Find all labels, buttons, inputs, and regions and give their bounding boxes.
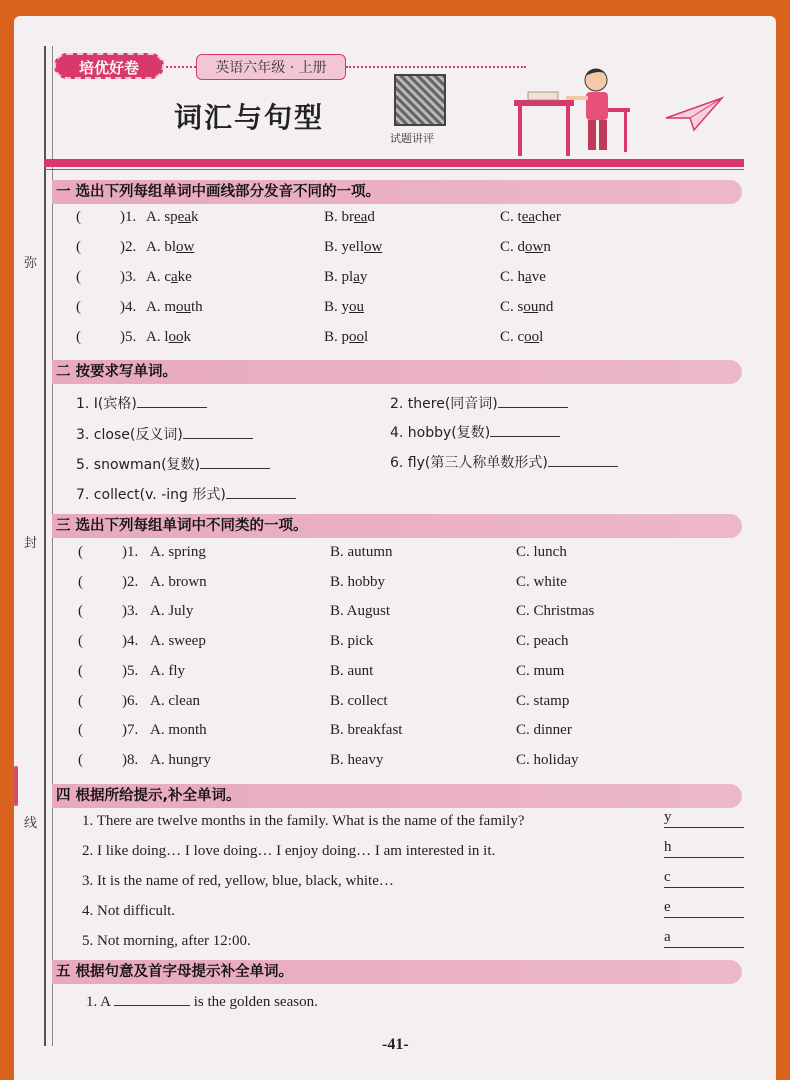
question-number: )2.: [120, 239, 137, 255]
option-b: B. aunt: [330, 662, 374, 679]
section-1-title: 一 选出下列每组单词中画线部分发音不同的一项。: [52, 180, 742, 204]
page-number: -41-: [382, 1036, 409, 1053]
question-number: )6.: [122, 692, 139, 709]
sec2-item-5: 5. snowman(复数): [76, 454, 270, 474]
option-c: C. have: [500, 269, 546, 285]
sec4-item: 2. I like doing… I love doing… I enjoy doing… I am interested in it.: [82, 843, 496, 859]
option-a: A. month: [150, 722, 207, 739]
answer-blank[interactable]: [200, 455, 270, 469]
option-c: C. white: [516, 573, 567, 590]
question-number: )4.: [122, 633, 139, 650]
sec4-item: 1. There are twelve months in the family. What is the name of the family?: [82, 813, 525, 829]
sec2-item-2: 2. there(同音词): [390, 393, 568, 413]
option-b: B. bread: [324, 209, 375, 225]
answer-blank[interactable]: [137, 394, 207, 408]
sec2-item-4: 4. hobby(复数): [390, 422, 560, 442]
answer-paren[interactable]: (: [76, 329, 81, 345]
option-a: A. sweep: [150, 633, 206, 650]
header-rule-thin: [44, 169, 744, 170]
answer-blank[interactable]: [226, 485, 296, 499]
student-reading-illustration: [504, 58, 644, 158]
initial-letter: h: [664, 839, 672, 855]
seal-mark-1: 弥: [24, 252, 37, 271]
option-c: C. lunch: [516, 544, 567, 560]
answer-paren[interactable]: (: [78, 722, 83, 739]
option-a: A. July: [150, 603, 194, 620]
initial-letter: y: [664, 809, 672, 825]
option-b: B. August: [330, 603, 391, 620]
option-c: C. teacher: [500, 209, 561, 225]
answer-paren[interactable]: (: [78, 633, 83, 650]
answer-paren[interactable]: (: [78, 692, 83, 709]
section-4-title: 四 根据所给提示,补全单词。: [52, 784, 742, 808]
option-b: B. you: [324, 299, 365, 315]
answer-blank[interactable]: [664, 857, 744, 858]
option-a: A. fly: [150, 662, 185, 679]
option-a: A. mouth: [146, 299, 203, 315]
side-accent: [14, 766, 18, 806]
answer-paren[interactable]: (: [76, 299, 81, 315]
sec5-item-1: 1. A is the golden season.: [86, 994, 318, 1010]
answer-blank[interactable]: [498, 394, 568, 408]
initial-letter: c: [664, 869, 671, 885]
section-5-title: 五 根据句意及首字母提示补全单词。: [52, 960, 742, 984]
dotted-divider: [166, 66, 196, 68]
question-number: )5.: [120, 329, 137, 345]
option-c: C. mum: [516, 662, 565, 679]
option-c: C. holiday: [516, 751, 579, 768]
answer-blank[interactable]: [548, 453, 618, 467]
answer-blank[interactable]: [490, 423, 560, 437]
option-b: B. pool: [324, 329, 369, 345]
qr-code-icon[interactable]: [394, 74, 446, 126]
option-c: C. dinner: [516, 722, 572, 739]
page-title: 词汇与句型: [174, 101, 325, 134]
answer-paren[interactable]: (: [76, 239, 81, 255]
question-number: )8.: [122, 751, 139, 768]
question-number: )2.: [122, 573, 139, 590]
option-b: B. breakfast: [330, 722, 403, 739]
option-b: B. heavy: [330, 751, 384, 768]
question-number: )3.: [120, 269, 137, 285]
question-number: )5.: [122, 662, 139, 679]
seal-mark-3: 线: [24, 812, 37, 831]
option-a: A. spring: [150, 544, 206, 560]
option-a: A. brown: [150, 573, 207, 590]
question-number: )7.: [122, 722, 139, 739]
option-a: A. hungry: [150, 751, 211, 768]
section-2-title: 二 按要求写单词。: [52, 360, 742, 384]
option-c: C. sound: [500, 299, 554, 315]
option-b: B. collect: [330, 692, 388, 709]
header-rule: [44, 159, 744, 167]
option-c: C. cool: [500, 329, 544, 345]
answer-paren[interactable]: (: [78, 544, 83, 560]
binding-line: [44, 46, 46, 1046]
option-a: A. cake: [146, 269, 192, 285]
question-number: )1.: [122, 544, 139, 560]
answer-paren[interactable]: (: [76, 269, 81, 285]
sec2-item-6: 6. fly(第三人称单数形式): [390, 452, 618, 472]
option-a: A. look: [146, 329, 191, 345]
sec4-item: 5. Not morning, after 12:00.: [82, 933, 251, 949]
option-c: C. peach: [516, 633, 569, 650]
option-b: B. pick: [330, 633, 374, 650]
answer-paren[interactable]: (: [76, 209, 81, 225]
option-c: C. down: [500, 239, 551, 255]
sec4-item: 4. Not difficult.: [82, 903, 176, 919]
option-b: B. autumn: [330, 544, 393, 560]
sec4-item: 3. It is the name of red, yellow, blue, black, white…: [82, 873, 394, 889]
answer-paren[interactable]: (: [78, 751, 83, 768]
series-badge: 培优好卷: [54, 53, 164, 79]
initial-letter: a: [664, 929, 671, 945]
seal-mark-2: 封: [24, 532, 37, 551]
option-a: A. blow: [146, 239, 195, 255]
option-b: B. yellow: [324, 239, 383, 255]
answer-blank[interactable]: [114, 992, 190, 1006]
question-number: )4.: [120, 299, 137, 315]
sec2-item-3: 3. close(反义词): [76, 424, 253, 444]
section-3-title: 三 选出下列每组单词中不同类的一项。: [52, 514, 742, 538]
answer-paren[interactable]: (: [78, 662, 83, 679]
question-number: )1.: [120, 209, 137, 225]
answer-blank[interactable]: [664, 947, 744, 948]
sec2-item-7: 7. collect(v. -ing 形式): [76, 484, 296, 504]
question-number: )3.: [122, 603, 139, 620]
answer-paren[interactable]: (: [78, 573, 83, 590]
grade-label: 英语六年级 · 上册: [196, 54, 346, 80]
qr-label: 试题讲评: [390, 132, 434, 145]
dotted-divider: [346, 66, 526, 68]
answer-blank[interactable]: [664, 917, 744, 918]
paper-plane-icon: [664, 96, 724, 132]
answer-blank[interactable]: [664, 827, 744, 828]
option-c: C. Christmas: [516, 603, 595, 620]
option-b: B. play: [324, 269, 368, 285]
initial-letter: e: [664, 899, 671, 915]
option-c: C. stamp: [516, 692, 570, 709]
worksheet-page: [14, 16, 776, 1080]
answer-paren[interactable]: (: [78, 603, 83, 620]
option-b: B. hobby: [330, 573, 386, 590]
option-a: A. clean: [150, 692, 200, 709]
answer-blank[interactable]: [183, 425, 253, 439]
sec2-item-1: 1. I(宾格): [76, 393, 207, 413]
option-a: A. speak: [146, 209, 199, 225]
answer-blank[interactable]: [664, 887, 744, 888]
